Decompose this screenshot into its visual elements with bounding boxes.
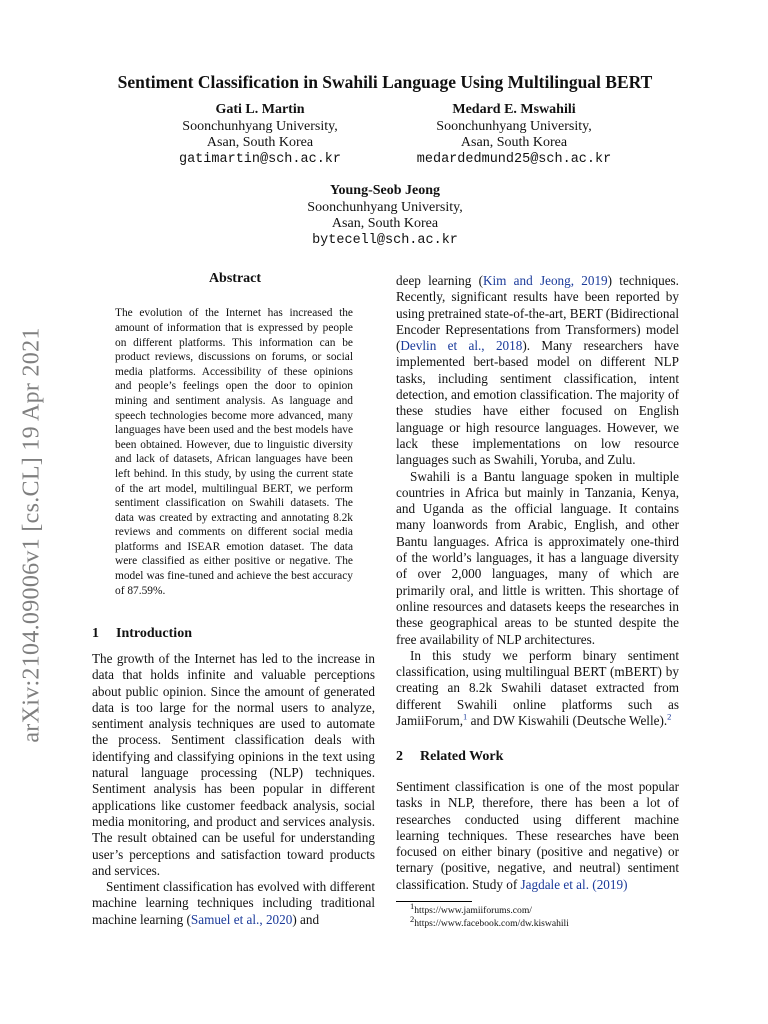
arxiv-stamp bbox=[12, 320, 52, 750]
author-email[interactable]: gatimartin@sch.ac.kr bbox=[178, 151, 342, 167]
text-run: and DW Kiswahili (Deutsche Welle). bbox=[467, 713, 668, 729]
author-location: Asan, South Korea bbox=[206, 135, 314, 150]
footnote-1 bbox=[410, 900, 532, 917]
intro-paragraph-4: Swahili is a Bantu language spoken in multiple countries in Africa but mainly in Tanzania, Kenya, and Uganda as the official language. It contains many loanwords from Arabic, English, and other Bantu languages. Africa is approximately one-third of the world’s languages, it has a language diversity of over 2,000 languages, many of which are primarily oral, and little is written. This shortage of online resources and datasets keeps the researches in these geographical areas to be stunted despite the free availability of NLP architectures. bbox=[396, 468, 679, 647]
left-column-body bbox=[92, 651, 375, 928]
related-work-body bbox=[396, 779, 679, 893]
text-run: Sentiment classification is one of the most popular tasks in NLP, therefore, there has been a lot of researches conducted using different machine learning techniques. These researches have been focused on either binary (positive and negative) or ternary (positive, negative, and neutral) sentiment classification. Study of bbox=[396, 779, 679, 892]
author-block-1 bbox=[160, 102, 360, 168]
section-title: Related Work bbox=[420, 749, 504, 764]
section-introduction-heading bbox=[92, 626, 192, 642]
right-column-body bbox=[396, 273, 679, 729]
citation-link[interactable]: Samuel et al., 2020 bbox=[190, 911, 293, 927]
author-affiliation: Soonchunhyang University, bbox=[307, 199, 463, 215]
arxiv-id: arXiv:2104.09006v1 [cs.CL] 19 Apr 2021 bbox=[18, 327, 45, 743]
footnote-ref[interactable]: 2 bbox=[667, 711, 672, 722]
author-affiliation: Soonchunhyang University, bbox=[436, 118, 592, 134]
citation-link[interactable]: Kim and Jeong, 2019 bbox=[482, 273, 608, 288]
intro-paragraph-2 bbox=[92, 879, 375, 928]
abstract-heading: Abstract bbox=[208, 271, 262, 286]
citation-link[interactable]: Devlin et al., 2018 bbox=[400, 338, 523, 354]
author-block-2 bbox=[394, 102, 634, 168]
section-number: 2 bbox=[396, 749, 403, 764]
author-location: Asan, South Korea bbox=[460, 135, 568, 150]
section-title: Introduction bbox=[116, 626, 192, 641]
author-affiliation: Soonchunhyang University, bbox=[182, 118, 338, 134]
intro-paragraph-5 bbox=[396, 648, 679, 729]
footnote-mark: 2 bbox=[410, 913, 415, 924]
footnote-url[interactable]: https://www.jamiiforums.com/ bbox=[414, 905, 532, 916]
section-related-work-heading bbox=[396, 749, 503, 765]
footnote-mark: 1 bbox=[410, 900, 415, 911]
text-run: ) techniques. Recently, significant results have been reported by using pretrained state-of-the-art, BERT (Bidirectional Encoder Representations from Transformers) model ( bbox=[396, 273, 679, 354]
author-email[interactable]: bytecell@sch.ac.kr bbox=[312, 232, 458, 248]
intro-paragraph-3 bbox=[396, 273, 679, 469]
section-number: 1 bbox=[92, 626, 99, 641]
footnote-divider bbox=[396, 901, 472, 902]
footnote-ref[interactable]: 1 bbox=[463, 711, 468, 722]
footnote-url[interactable]: https://www.facebook.com/dw.kiswahili bbox=[414, 918, 569, 929]
text-run: Sentiment classification has evolved with different machine learning techniques including traditional machine learning ( bbox=[92, 879, 375, 927]
related-paragraph-1 bbox=[396, 779, 679, 893]
author-location: Asan, South Korea bbox=[331, 216, 439, 231]
author-name: Young-Seob Jeong bbox=[329, 183, 441, 198]
paper-title: Sentiment Classification in Swahili Language Using Multilingual BERT bbox=[117, 72, 653, 92]
citation-link[interactable]: Jagdale et al. (2019) bbox=[520, 876, 628, 892]
abstract-text: The evolution of the Internet has increased the amount of information that is expressed by people on different platforms. This information can be product reviews, discussions on forums, or social media platforms. Accessibility of these opinions and people’s feelings open the door to opinion mining and sentiment analysis. As language and speech technologies become more advanced, many languages have been used and the best models have been obtained. However, due to linguistic diversity and lack of datasets, African languages have been left behind. In this study, by using the current state of the art model, multilingual BERT, we perform sentiment classification on Swahili datasets. The data was created by extracting and annotating 8.2k reviews and comments on different social media platforms and ISEAR emotion dataset. The data were classified as either positive or negative. The model was fine-tuned and achieve the best accuracy of 87.59%. bbox=[115, 307, 353, 597]
intro-paragraph-1: The growth of the Internet has led to the increase in data that holds infinite and valuable perceptions about public opinion. Since the amount of generated data is too large for the normal users to analyze, sentiment analysis techniques are used to automate the process. Sentiment classification deals with identifying and classifying opinions in the text using natural language processing (NLP) techniques. Sentiment analysis has been popular in different applications like customer feedback analysis, social media monitoring, and product and services analysis. The result obtained can be useful for understanding user’s perceptions and satisfaction toward products and services. bbox=[92, 651, 375, 878]
text-run: ). Many researchers have implemented bert-based model on different NLP tasks, including sentiment classification, intent detection, and emotion classification. The majority of these studies have either focused on English language or high resource languages. However, we lack these implementations on low resource languages such as Swahili, Yoruba, and Zulu. bbox=[396, 338, 679, 468]
author-block-3 bbox=[285, 183, 485, 249]
author-email[interactable]: medardedmund25@sch.ac.kr bbox=[416, 151, 612, 167]
text-run: In this study we perform binary sentiment classification, using multilingual BERT (mBERT) by creating an 8.2k Swahili dataset extracted from different Swahili online platforms such as JamiiForum, bbox=[396, 647, 679, 729]
text-run: deep learning ( bbox=[396, 273, 483, 288]
author-name: Gati L. Martin bbox=[215, 102, 305, 117]
author-name: Medard E. Mswahili bbox=[452, 102, 576, 117]
text-run: ) and bbox=[292, 911, 320, 927]
footnote-2 bbox=[410, 913, 569, 930]
